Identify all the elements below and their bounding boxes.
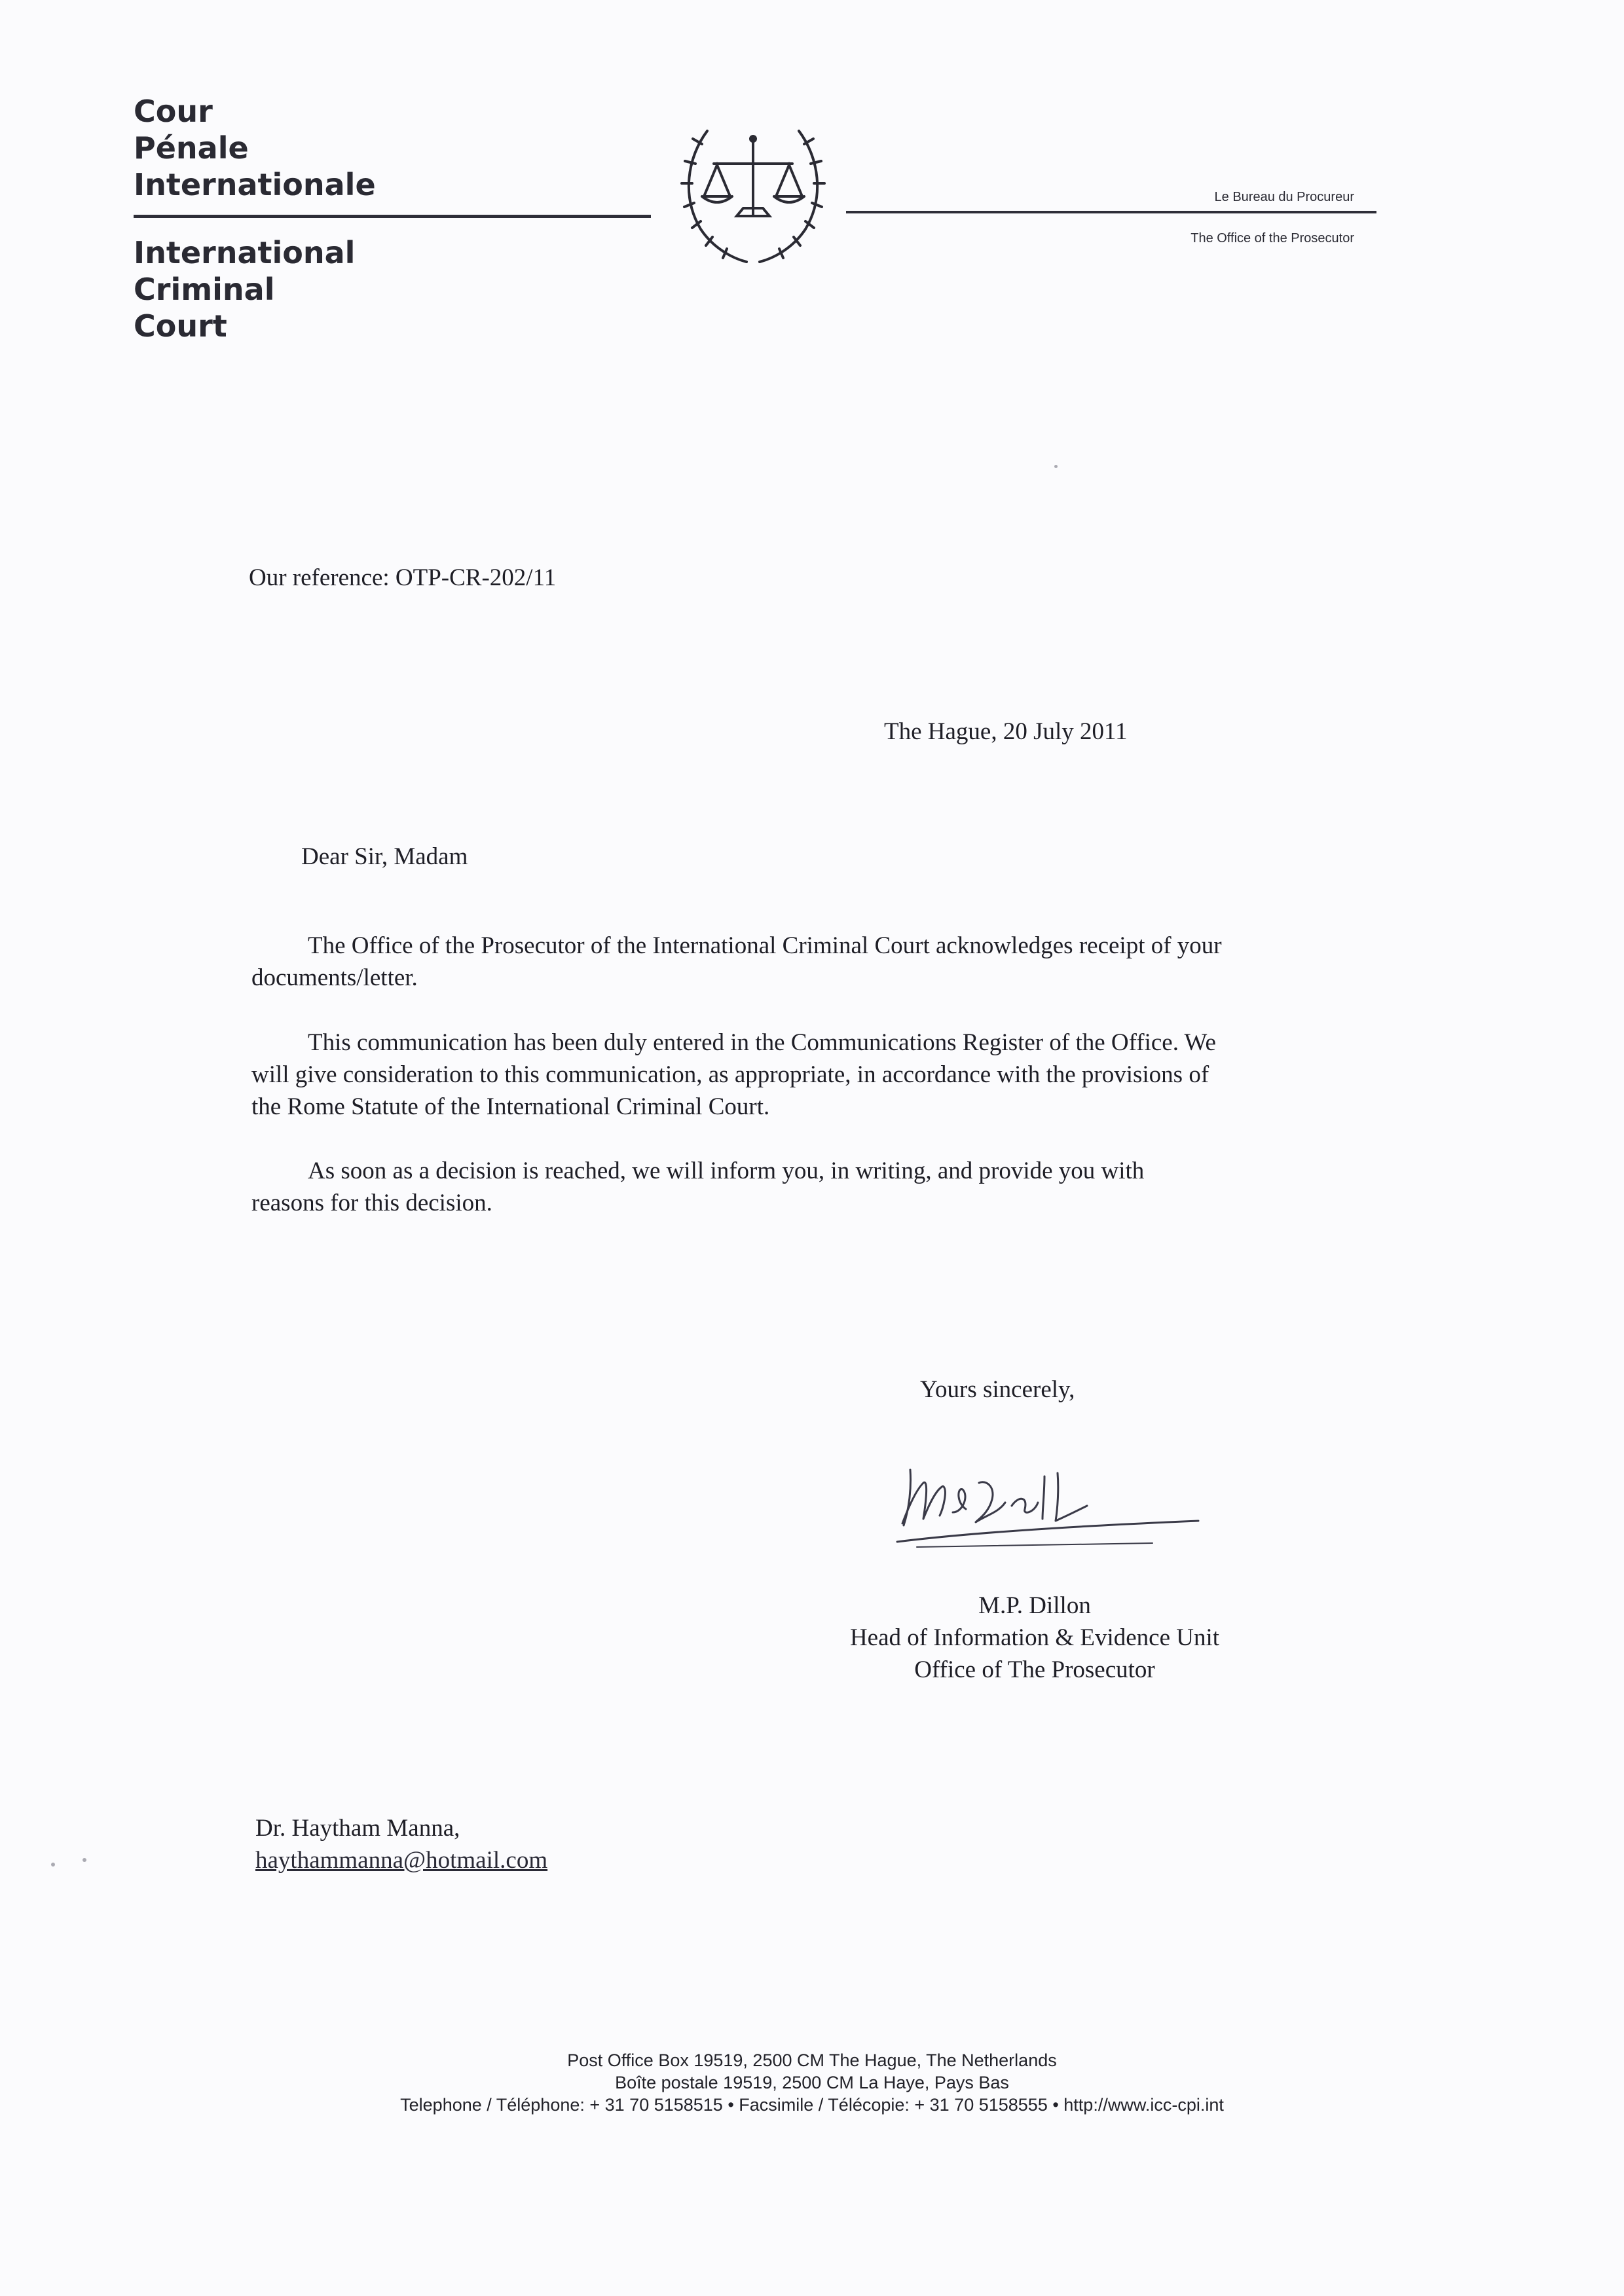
handwritten-signature — [871, 1450, 1225, 1555]
letterhead-footer — [249, 2049, 1375, 2116]
paragraph-line: will give consideration to this communication, as appropriate, in accordance with the provisions of — [251, 1061, 1209, 1088]
court-name-french-line: Internationale — [134, 167, 376, 202]
recipient-name: Dr. Haytham Manna, — [255, 1815, 460, 1842]
paragraph-line: the Rome Statute of the International Criminal Court. — [251, 1093, 770, 1120]
recipient-email-link[interactable]: haythammanna@hotmail.com — [255, 1847, 548, 1874]
scan-speck — [83, 1858, 86, 1862]
signatory-office: Office of The Prosecutor — [914, 1656, 1155, 1683]
court-name-english-line: Court — [134, 308, 227, 344]
paragraph-line: This communication has been duly entered in the Communications Register of the Office. We — [308, 1029, 1216, 1056]
paragraph-line: documents/letter. — [251, 964, 418, 991]
office-name-french: Le Bureau du Procureur — [1214, 190, 1354, 204]
paragraph-line: reasons for this decision. — [251, 1190, 492, 1216]
body-paragraph — [251, 930, 1384, 994]
scales-of-justice-icon — [661, 118, 845, 275]
body-paragraph — [251, 1155, 1384, 1219]
court-name-english-line: International — [134, 235, 356, 270]
footer-contact-line: Telephone / Téléphone: + 31 70 5158515 • Facsimile / Télécopie: + 31 70 5158555 • http://www.icc-cpi.int — [400, 2095, 1224, 2115]
paragraph-line: As soon as a decision is reached, we will inform you, in writing, and provide you with — [308, 1157, 1145, 1184]
signatory-title: Head of Information & Evidence Unit — [849, 1624, 1220, 1651]
office-name-english: The Office of the Prosecutor — [1190, 231, 1354, 246]
letter-date: The Hague, 20 July 2011 — [884, 718, 1128, 745]
court-name-english-line: Criminal — [134, 272, 275, 307]
scan-speck — [51, 1863, 55, 1867]
closing: Yours sincerely, — [920, 1376, 1075, 1403]
court-name-french — [134, 93, 376, 203]
salutation: Dear Sir, Madam — [301, 843, 468, 870]
court-name-english — [134, 234, 355, 344]
footer-address-french: Boîte postale 19519, 2500 CM La Haye, Pays Bas — [615, 2073, 1009, 2092]
body-paragraph — [251, 1027, 1384, 1123]
paragraph-line: The Office of the Prosecutor of the International Criminal Court acknowledges receipt of your — [308, 932, 1222, 959]
letterhead-divider-left — [134, 215, 651, 218]
recipient-block — [255, 1812, 547, 1876]
signatory-name: M.P. Dillon — [978, 1592, 1091, 1619]
letterhead-divider-right — [846, 211, 1376, 213]
court-name-french-line: Cour — [134, 94, 213, 129]
scan-speck — [1054, 465, 1058, 468]
signatory-block — [786, 1590, 1283, 1686]
reference-number: Our reference: OTP-CR-202/11 — [249, 564, 557, 591]
footer-address-english: Post Office Box 19519, 2500 CM The Hague, The Netherlands — [567, 2050, 1057, 2070]
court-name-french-line: Pénale — [134, 130, 249, 166]
